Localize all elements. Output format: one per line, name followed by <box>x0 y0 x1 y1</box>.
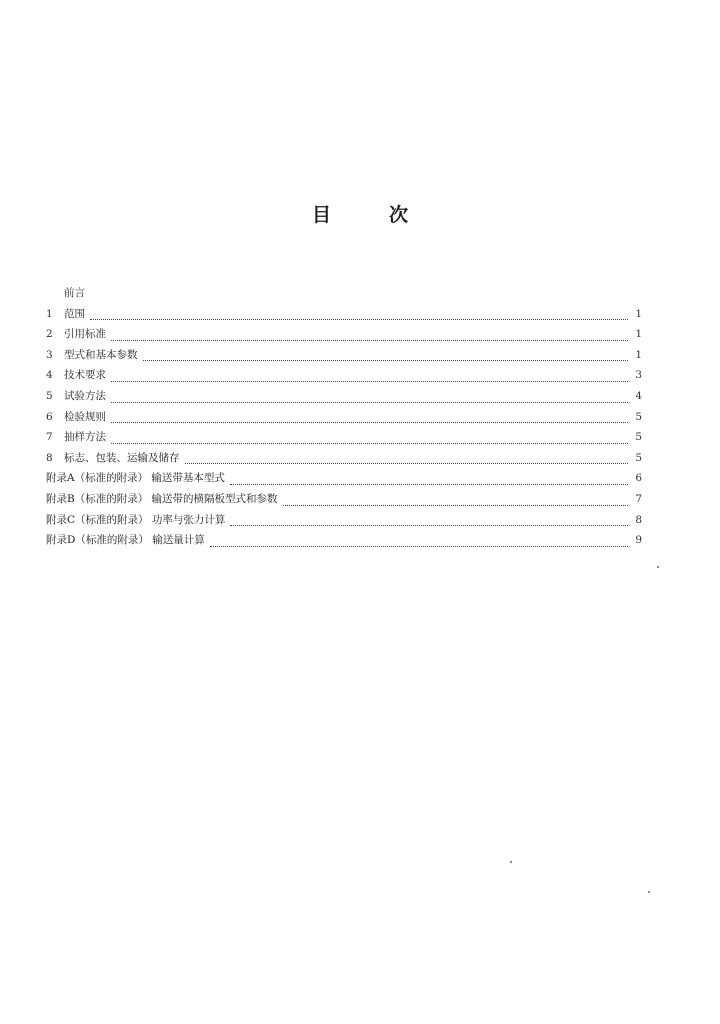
toc-appendix-label: 附录C（标准的附录） 功率与张力计算 <box>46 513 226 526</box>
leader-dots <box>111 380 628 382</box>
toc-entry[interactable] <box>46 427 642 448</box>
scan-speck <box>648 891 650 893</box>
toc-preface <box>46 283 642 304</box>
toc-appendix-page: 8 <box>635 513 642 526</box>
scan-speck <box>510 861 512 863</box>
leader-dots <box>230 524 628 526</box>
leader-dots <box>111 421 628 423</box>
toc-appendix[interactable] <box>46 468 642 489</box>
toc-entry-page: 5 <box>635 451 642 464</box>
leader-dots <box>111 442 628 444</box>
toc-appendix-page: 6 <box>635 472 642 485</box>
leader-dots <box>111 339 628 341</box>
toc-entry-number: 2 <box>46 328 53 341</box>
toc-entry[interactable] <box>46 407 642 428</box>
leader-dots <box>283 504 628 506</box>
toc-appendix-page: 9 <box>635 534 642 547</box>
toc-entry-label: 技术要求 <box>64 369 106 382</box>
toc-entry-number: 5 <box>46 389 53 402</box>
toc-entry-page: 4 <box>635 389 642 402</box>
leader-dots <box>210 545 628 547</box>
toc-appendix[interactable] <box>46 489 642 510</box>
toc-entry-label: 型式和基本参数 <box>64 348 138 361</box>
toc-entry[interactable] <box>46 386 642 407</box>
toc-entry-number: 1 <box>46 307 53 320</box>
toc-appendix[interactable] <box>46 530 642 551</box>
toc-title <box>0 200 720 227</box>
toc-entry[interactable] <box>46 448 642 469</box>
toc-entry[interactable] <box>46 324 642 345</box>
toc-appendix-label: 附录B（标准的附录） 输送带的横隔板型式和参数 <box>46 492 278 505</box>
toc-entry-number: 4 <box>46 369 53 382</box>
toc-appendix-page: 7 <box>635 492 642 505</box>
toc-entry-number: 3 <box>46 348 53 361</box>
leader-dots <box>230 483 628 485</box>
toc-title-part1: 目 <box>311 204 331 226</box>
toc-preface-label: 前言 <box>64 287 85 299</box>
toc-entry-label: 试验方法 <box>64 389 106 402</box>
toc-title-part2: 次 <box>389 204 409 226</box>
toc-entry[interactable] <box>46 365 642 386</box>
toc-entry[interactable] <box>46 304 642 325</box>
toc-entry-number: 6 <box>46 410 53 423</box>
toc-entry-label: 引用标准 <box>64 328 106 341</box>
leader-dots <box>111 401 628 403</box>
toc-entry-page: 1 <box>635 328 642 341</box>
leader-dots <box>185 462 629 464</box>
toc-entry-number: 7 <box>46 431 53 444</box>
toc-entry-page: 1 <box>635 307 642 320</box>
toc-appendix[interactable] <box>46 510 642 531</box>
table-of-contents <box>46 283 642 551</box>
scan-speck <box>657 566 659 568</box>
toc-entry-label: 范围 <box>64 307 85 320</box>
leader-dots <box>90 318 628 320</box>
toc-entry-label: 检验规则 <box>64 410 106 423</box>
toc-appendix-label: 附录D（标准的附录） 输送量计算 <box>46 534 205 547</box>
toc-entry-page: 5 <box>635 410 642 423</box>
toc-entry-page: 3 <box>635 369 642 382</box>
toc-entry-label: 抽样方法 <box>64 431 106 444</box>
leader-dots <box>143 359 629 361</box>
toc-entry-number: 8 <box>46 451 53 464</box>
toc-entry-page: 5 <box>635 431 642 444</box>
toc-entry-label: 标志、包装、运输及储存 <box>64 451 180 464</box>
toc-entry-page: 1 <box>635 348 642 361</box>
toc-entry[interactable] <box>46 345 642 366</box>
toc-appendix-label: 附录A（标准的附录） 输送带基本型式 <box>46 472 225 485</box>
